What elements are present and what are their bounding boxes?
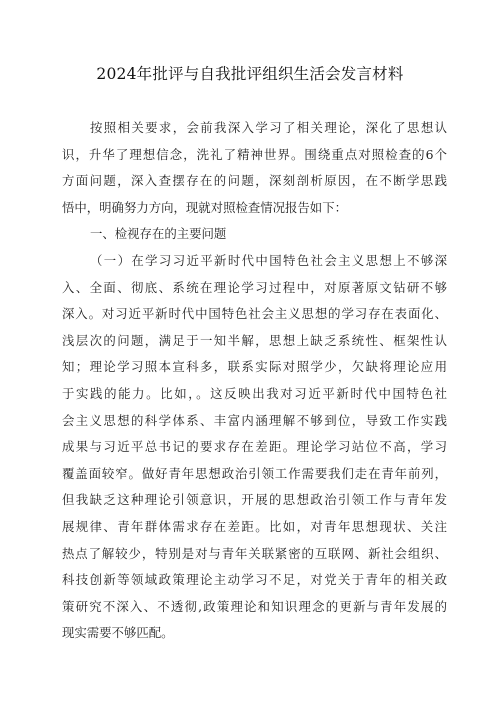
document-title: 2024年批评与自我批评组织生活会发言材料	[96, 65, 404, 83]
paragraph-line: 现实需要不够匹配。	[62, 625, 174, 641]
paragraph-line: 方面问题，深入查摆存在的问题，深刻剖析原因，在不断学思践	[62, 173, 447, 189]
document-body	[62, 115, 447, 647]
paragraph-line: 知；理论学习照本宣科多，联系实际对照学少，欠缺将理论应用	[62, 359, 447, 375]
paragraph-line: 成果与习近平总书记的要求存在差距。理论学习站位不高，学习	[62, 439, 447, 455]
paragraph-line: 展规律、青年群体需求存在差距。比如，对青年思想现状、关注	[62, 518, 447, 534]
paragraph-line: 策研究不深入、不透彻,政策理论和知识理念的更新与青年发展的	[62, 598, 447, 614]
paragraph-line: 但我缺乏这种理论引领意识，开展的思想政治引领工作与青年发	[62, 492, 447, 508]
section-heading: 一、检视存在的主要问题	[90, 226, 227, 242]
paragraph-line: 覆盖面较窄。做好青年思想政治引领工作需要我们走在青年前列，	[62, 465, 447, 481]
paragraph-line: 深入。对习近平新时代中国特色社会主义思想的学习存在表面化、	[62, 306, 447, 322]
paragraph-line: 识，升华了理想信念，洗礼了精神世界。围绕重点对照检查的6个	[62, 146, 447, 162]
paragraph-line: 悟中，明确努力方向，现就对照检查情况报告如下：	[62, 199, 347, 215]
paragraph-line: 热点了解较少，特别是对与青年关联紧密的互联网、新社会组织、	[62, 545, 447, 561]
paragraph-line: 浅层次的问题，满足于一知半解，思想上缺乏系统性、框架性认	[62, 332, 447, 348]
paragraph-line: 于实践的能力。比如，。这反映出我对习近平新时代中国特色社	[62, 385, 447, 401]
paragraph-line: 入、全面、彻底、系统在理论学习过程中，对原著原文钻研不够	[62, 279, 447, 295]
paragraph-line: 科技创新等领域政策理论主动学习不足，对党关于青年的相关政	[62, 572, 447, 588]
paragraph-line: 会主义思想的科学体系、丰富内涵理解不够到位，导致工作实践	[62, 412, 447, 428]
paragraph-line: 按照相关要求，会前我深入学习了相关理论，深化了思想认	[90, 120, 447, 135]
paragraph-line: （一）在学习习近平新时代中国特色社会主义思想上不够深	[90, 252, 447, 268]
